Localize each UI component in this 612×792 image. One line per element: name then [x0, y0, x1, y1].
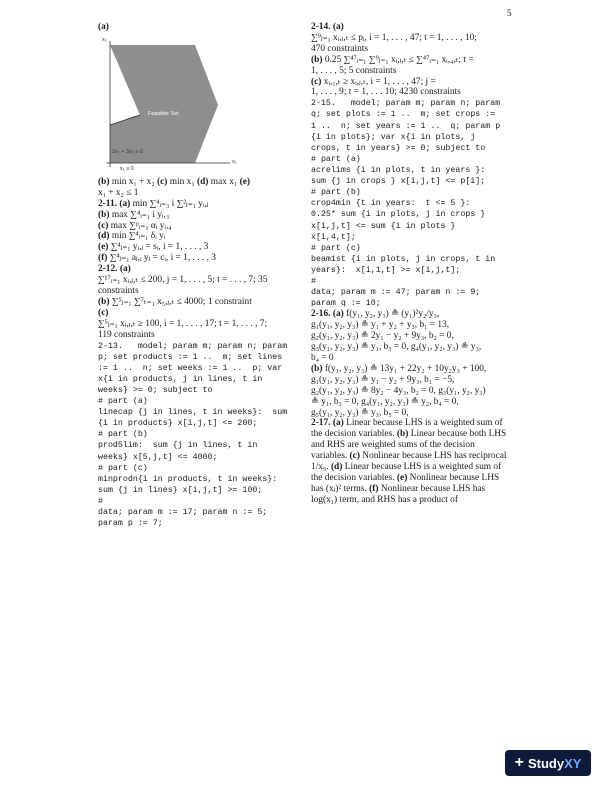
text-line: ∑⁵ⱼ₌₁ xᵢ,ⱼ,ₜ ≥ 100, i = 1, . . . , 17; t = 1, . . . , 7; — [98, 318, 268, 329]
text-line: (b) ∑⁵ⱼ₌₁ ∑⁷ₜ₌₁ x₅,ⱼ,ₜ ≤ 4000; 1 constraint — [98, 296, 252, 307]
part-a-label: (a) — [98, 22, 109, 32]
text-line: 119 constraints — [98, 329, 155, 340]
text-line: 2-12. (a) — [98, 264, 131, 275]
text-line: 470 constraints — [311, 43, 369, 54]
text-line: ∑¹⁷ᵢ₌₁ xᵢ,ⱼ,ₜ ≤ 200, j = 1, . . . , 5; t = . . . , 7; 35 — [98, 275, 268, 286]
text-line: b₄ = 0 — [311, 353, 334, 364]
text-line: 1, . . . , 9; t = 1, . . . 10; 4230 constraints — [311, 87, 461, 98]
text-line: g₁(y₁, y₂, y₃) ≜ y₁ − y₂ + 9y₃, b₁ = −5, — [311, 374, 455, 385]
answer-2-17: 2-17. (a) Linear because LHS is a weighted sum of the decision variables. (b) Linear because both LHS and RHS are weighted sums of the decision variables. (c) Nonlinear because LHS has reciprocal 1/x₉. (d) Linear because LHS is a weighted sum of the decision variables. (e) Nonlinear because LHS has (xⱼ)² terms. (f) Nonlinear because LHS has log(x₁) term, and RHS has a product of — [311, 418, 507, 505]
text-line: (c) — [98, 307, 109, 318]
text-line: g₁(y₁, y₂, y₃) ≜ y₁ + y₂ + y₃, b₁ = 13, — [311, 320, 450, 331]
text-line: (d) min ∑⁴ᵢ₌₁ δᵢ yᵢ — [98, 231, 166, 242]
left-column — [98, 22, 300, 529]
feasible-set-figure — [100, 35, 240, 175]
text-line: g₂(y₁, y₂, y₃) ≜ 2y₁ − y₂ + 9y₃, b₂ = 0, — [311, 331, 454, 342]
right-column — [311, 22, 513, 506]
constraint-label-1: 2x₁ + 3x₂ ≥ 6 — [112, 148, 144, 155]
text-line: (f) ∑⁴ⱼ₌₁ aⱼ,ᵢ yⱼ = cᵢ, i = 1, . . . , 3 — [98, 253, 216, 264]
text-line: (b) min x₁ + x₂ (c) min x₁ (d) max x₁ (e) — [98, 176, 250, 187]
text-line: ≜ y₁, b₃ = 0, g₄(y₁, y₂, y₃) ≜ y₂, b₄ = 0, — [311, 396, 459, 407]
text-line: 2-14. (a) — [311, 22, 344, 32]
code-2-15: 2-15. model; param m; param n; param q; set plots := 1 .. m; set crops := 1 .. n; set years := 1 .. q; param p {i in plots}; var x{i in plots, j crops, t in years} >= 0; subject to # part (a) acrelims {i in plots, t in years }: sum {j in crops } x[i,j,t] <= p[i]; # part (b) crop4min {t in years: t <= 5 }: 0.25* sum {i in plots, j in crops } x[i,j,t] <= sum {i in plots } x[i,4,t]; # part (c) beam1st {i in plots, j in crops, t in years}: x[i,1,t] >= x[i,j,t]; # data; param m := 47; param n := 9; param q := 10; — [311, 99, 501, 309]
page-number: 5 — [507, 8, 512, 18]
y-axis-label: x₂ — [102, 36, 107, 43]
text-line: g₃(y₁, y₂, y₃) ≜ y₁, b₃ = 0, g₄(y₁, y₂, y₃) ≜ y₃, — [311, 342, 482, 353]
answers-2-14 — [311, 22, 513, 98]
text-line: (b) max ∑⁴ᵢ₌₁ i yᵢ,₃ — [98, 209, 170, 220]
text-line: (e) ∑⁴ⱼ₌₁ yᵢ,ⱼ = sᵢ, i = 1, . . . , 3 — [98, 242, 209, 253]
code-2-13: 2-13. model; param m; param n; param p; set products := 1 .. m; set lines := 1 .. n; set weeks := 1 .. p; var x{i in products, j in lines, t in weeks} >= 0; subject to # part (a) linecap {j in lines, t in weeks}: sum {i in products} x[i,j,t] <= 200; # part (b) prod5lim: sum {j in lines, t in weeks} x[5,j,t] <= 4000; # part (c) minprodn{i in products, t in weeks}: sum {j in lines} x[i,j,t] >= 100; # data; param m := 17; param n := 5; param p := 7; — [98, 341, 288, 529]
plus-icon: + — [514, 754, 524, 771]
text-line: (c) xᵢ,₁,ₜ ≥ xᵢ,ⱼ,ₜ, i = 1, . . . , 47; j = — [311, 76, 436, 87]
x-axis-label: x₁ — [232, 158, 237, 165]
text-line: g₅(y₁, y₂, y₃) ≜ y₃, b₅ = 0, — [311, 407, 409, 418]
answers-2-11-2-12 — [98, 177, 300, 341]
text-line: x₁ + x₂ ≤ 1 — [98, 187, 139, 198]
constraint-label-2: x₁ ≥ 0 — [120, 165, 134, 172]
text-line: ∑⁹ⱼ₌₁ xᵢ,ⱼ,ₜ ≤ pᵢ, i = 1, . . . , 47; t = 1, . . . , 10; — [311, 32, 477, 43]
text-line: 2-16. (a) f(y₁, y₂, y₃) ≜ (y₁)²y₂/y₃, — [311, 309, 440, 320]
region-label: Feasible Set — [148, 110, 179, 117]
text-line: (b) 0.25 ∑⁴⁷ᵢ₌₁ ∑⁹ⱼ₌₁ xᵢ,ⱼ,ₜ ≤ ∑⁴⁷ᵢ₌₁ xᵢ,₄,ₜ; t = — [311, 54, 474, 65]
text-line: 1, . . . , 5; 5 constraints — [311, 65, 397, 76]
answers-2-16 — [311, 309, 513, 418]
text-line: g₂(y₁, y₂, y₃) ≜ 8y₂ − 4y₃, b₂ = 0, g₃(y₁, y₂, y₃) — [311, 385, 486, 396]
text-line: constraints — [98, 285, 139, 296]
text-line: 2-11. (a) min ∑⁴ᵢ₌₃ i ∑²ⱼ₌₁ yᵢ,ⱼ — [98, 198, 209, 209]
logo-text: StudyXY — [527, 755, 582, 771]
text-line: (c) max ∑ᵖᵢ₌₁ αᵢ yᵢ,₄ — [98, 220, 172, 231]
feasible-region — [110, 45, 218, 163]
studyx-logo — [505, 750, 591, 776]
text-line: (b) f(y₁, y₂, y₃) ≜ 13y₁ + 22y₂ + 10y₂y₃ + 100, — [311, 363, 487, 374]
